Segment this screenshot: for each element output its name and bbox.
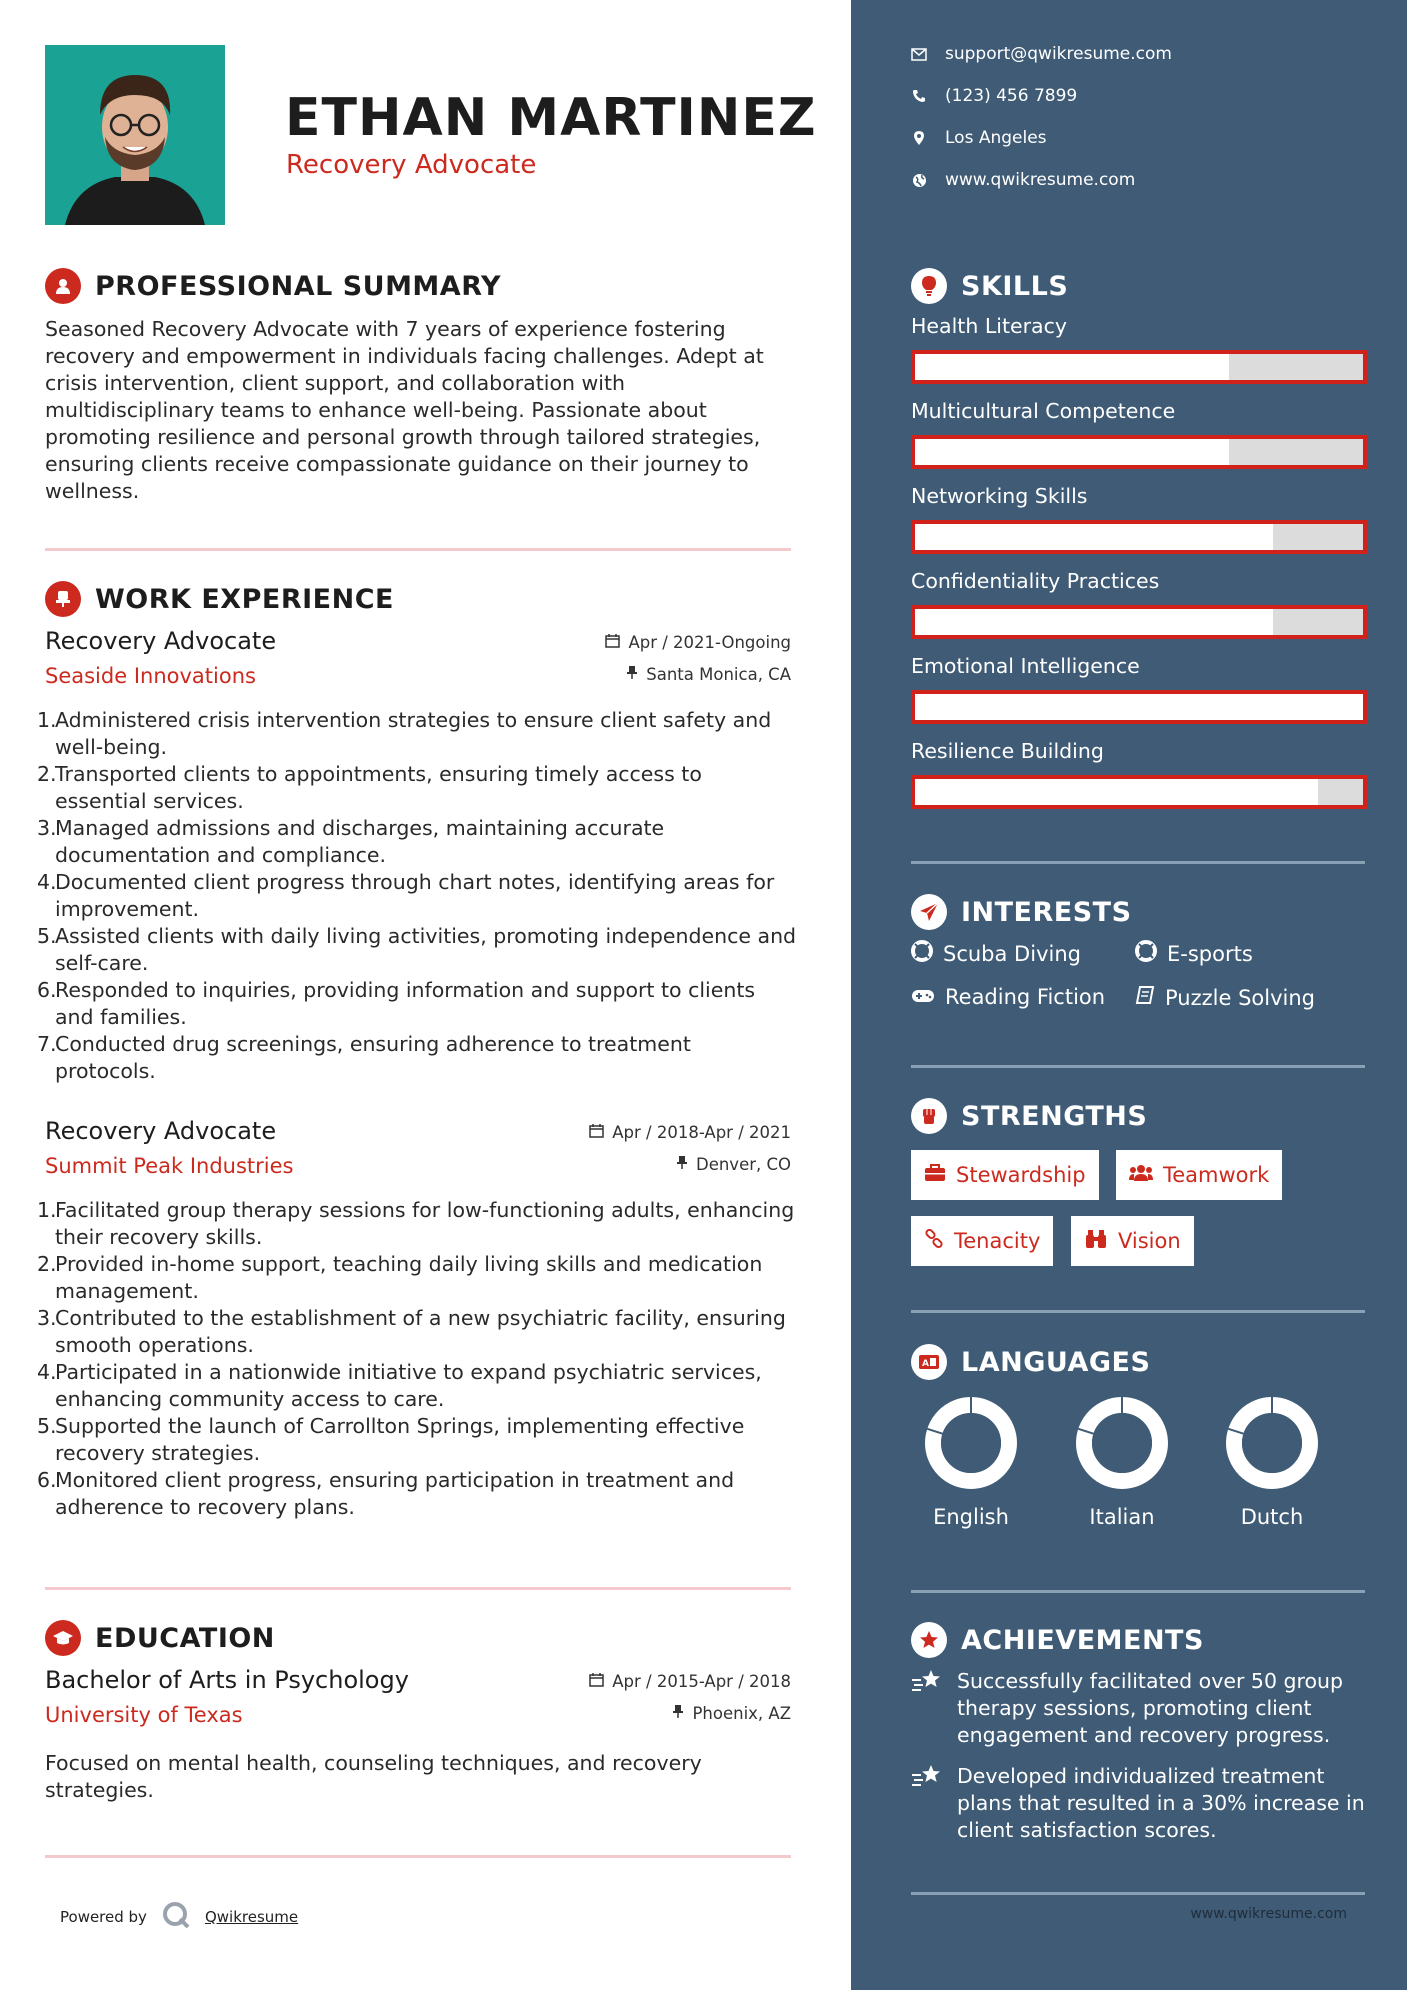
job-location: [676, 1155, 791, 1174]
list-item: 3. Contributed to the establishment of a new psychiatric facility, ensuring smooth operations.: [37, 1306, 786, 1357]
pin-icon: [672, 1704, 684, 1723]
skill-bar-fill: [915, 609, 1273, 635]
interest-item: [1135, 940, 1253, 967]
pin-icon: [626, 665, 638, 684]
skill-name: Networking Skills: [911, 484, 1088, 508]
degree: Bachelor of Arts in Psychology: [45, 1666, 409, 1694]
strength-label: Teamwork: [1163, 1163, 1270, 1187]
skill-bar: [911, 775, 1367, 809]
job-company: Seaside Innovations: [45, 664, 256, 688]
list-item: 2. Transported clients to appointments, ensuring timely access to essential services.: [37, 762, 702, 813]
strengths-heading: [911, 1098, 1147, 1134]
strength-label: Vision: [1118, 1229, 1181, 1253]
summary-heading: [45, 268, 501, 304]
life-ring-icon: [911, 940, 933, 967]
list-item: 7. Conducted drug screenings, ensuring adherence to treatment protocols.: [37, 1032, 691, 1083]
job-bullets: [37, 707, 797, 1085]
achievement-item: [911, 1668, 1371, 1749]
strength-label: Stewardship: [956, 1163, 1086, 1187]
star-icon: [911, 1622, 947, 1658]
strength-badge: [911, 1216, 1053, 1266]
list-item: 4. Documented client progress through chart notes, identifying areas for improvement.: [37, 870, 775, 921]
skill-item: [911, 314, 1367, 338]
skill-item: [911, 484, 1367, 508]
language-name: English: [933, 1505, 1009, 1529]
interest-item: [1135, 985, 1315, 1010]
contact-location: [911, 128, 1047, 148]
strength-badge: [1071, 1216, 1194, 1266]
paper-plane-icon: [911, 894, 947, 930]
section-divider: [911, 1065, 1365, 1068]
languages-title: LANGUAGES: [961, 1346, 1151, 1378]
language-name: Dutch: [1240, 1505, 1304, 1529]
qwikresume-logo-icon: [161, 1900, 191, 1934]
footer-site[interactable]: www.qwikresume.com: [1190, 1906, 1347, 1922]
skills-heading: [911, 268, 1068, 304]
life-ring-icon: [1135, 940, 1157, 967]
skill-item: [911, 654, 1367, 678]
envelope-icon: [911, 46, 927, 62]
section-divider: [911, 1590, 1365, 1593]
skill-bar: [911, 605, 1367, 639]
chair-icon: [45, 581, 81, 617]
achievements-heading: [911, 1622, 1204, 1658]
achievement-text: Successfully facilitated over 50 group therapy sessions, promoting client engagement and recovery progress.: [957, 1669, 1344, 1747]
strength-label: Tenacity: [954, 1229, 1041, 1253]
language-donut: [1224, 1395, 1320, 1491]
sidebar: [851, 0, 1407, 1990]
section-divider: [45, 548, 791, 551]
skill-name: Health Literacy: [911, 314, 1067, 338]
contact-website-text: www.qwikresume.com: [945, 170, 1136, 190]
skill-bar-fill: [915, 694, 1363, 720]
language-item: [911, 1395, 1031, 1529]
job-date-text: Apr / 2018-Apr / 2021: [612, 1123, 791, 1142]
job-date: [605, 633, 791, 652]
link-icon: [924, 1229, 944, 1254]
interest-item: [911, 940, 1081, 967]
contact-phone-text: (123) 456 7899: [945, 86, 1078, 106]
section-divider: [911, 1892, 1365, 1895]
skill-bar-fill: [915, 439, 1229, 465]
job-date-text: Apr / 2021-Ongoing: [628, 633, 791, 652]
language-item: [1212, 1395, 1332, 1529]
skill-bar: [911, 435, 1367, 469]
achievement-item: [911, 1763, 1371, 1844]
skill-bar: [911, 690, 1367, 724]
job-location-text: Denver, CO: [695, 1155, 791, 1174]
phone-icon: [911, 88, 927, 104]
list-item: 6. Monitored client progress, ensuring participation in treatment and adherence to recovery plans.: [37, 1468, 735, 1519]
binoculars-icon: [1084, 1229, 1108, 1254]
interest-label: Puzzle Solving: [1165, 985, 1315, 1010]
school: University of Texas: [45, 1703, 243, 1727]
svg-text:A: A: [922, 1359, 929, 1369]
skill-item: [911, 739, 1367, 763]
job-date: [589, 1123, 791, 1142]
language-icon: [911, 1344, 947, 1380]
skill-item: [911, 399, 1367, 423]
skill-name: Multicultural Competence: [911, 399, 1176, 423]
job-company: Summit Peak Industries: [45, 1154, 294, 1178]
skill-bar-fill: [915, 354, 1229, 380]
education-description: Focused on mental health, counseling techniques, and recovery strategies.: [45, 1751, 702, 1802]
shooting-star-icon: [911, 1668, 945, 1749]
interest-label: Reading Fiction: [945, 985, 1106, 1009]
section-divider: [45, 1855, 791, 1858]
globe-icon: [911, 172, 927, 188]
user-icon: [45, 268, 81, 304]
job-location-text: Santa Monica, CA: [646, 665, 791, 684]
donut-hole: [1242, 1413, 1302, 1473]
strengths-title: STRENGTHS: [961, 1100, 1148, 1132]
interest-label: E-sports: [1167, 941, 1253, 966]
briefcase-icon: [924, 1163, 946, 1187]
job-title: Recovery Advocate: [45, 1117, 277, 1145]
education-heading: [45, 1620, 275, 1656]
summary-title: PROFESSIONAL SUMMARY: [95, 270, 502, 302]
language-name: Italian: [1089, 1505, 1155, 1529]
donut-hole: [1092, 1413, 1152, 1473]
fist-icon: [911, 1098, 947, 1134]
section-divider: [911, 861, 1365, 864]
book-icon: [1135, 985, 1155, 1010]
skill-bar-fill: [915, 779, 1318, 805]
list-item: 1. Facilitated group therapy sessions for low-functioning adults, enhancing their recovery skills.: [37, 1198, 795, 1249]
skill-item: [911, 569, 1367, 593]
education-title: EDUCATION: [95, 1622, 275, 1654]
powered-by-label: Powered by: [60, 1908, 147, 1926]
interests-title: INTERESTS: [961, 896, 1132, 928]
education-location-text: Phoenix, AZ: [692, 1704, 791, 1723]
skill-bar: [911, 520, 1367, 554]
education-location: [672, 1704, 791, 1723]
contact-email-text: support@qwikresume.com: [945, 44, 1172, 64]
section-divider: [45, 1587, 791, 1590]
education-date: [589, 1672, 791, 1691]
users-icon: [1129, 1163, 1153, 1187]
education-date-text: Apr / 2015-Apr / 2018: [612, 1672, 791, 1691]
strength-badge: [1116, 1150, 1282, 1200]
list-item: 4. Participated in a nationwide initiative to expand psychiatric services, enhancing community access to care.: [37, 1360, 762, 1411]
calendar-icon: [605, 633, 620, 652]
list-item: 3. Managed admissions and discharges, maintaining accurate documentation and compliance.: [37, 816, 665, 867]
contact-email[interactable]: [911, 44, 1172, 64]
lightbulb-icon: [911, 268, 947, 304]
job-title: Recovery Advocate: [45, 627, 277, 655]
languages-heading: [911, 1344, 1150, 1380]
list-item: 6. Responded to inquiries, providing information and support to clients and families.: [37, 978, 756, 1029]
powered-by: [60, 1900, 298, 1934]
contact-website[interactable]: [911, 170, 1135, 190]
profile-photo: [45, 45, 225, 225]
achievements-title: ACHIEVEMENTS: [961, 1624, 1204, 1656]
gamepad-icon: [911, 985, 935, 1009]
list-item: 5. Supported the launch of Carrollton Springs, implementing effective recovery strategies.: [37, 1414, 745, 1465]
interests-heading: [911, 894, 1132, 930]
experience-title: WORK EXPERIENCE: [95, 583, 394, 615]
language-item: [1062, 1395, 1182, 1529]
donut-hole: [941, 1413, 1001, 1473]
skill-bar: [911, 350, 1367, 384]
candidate-title: Recovery Advocate: [286, 150, 537, 180]
job-entry: [37, 627, 797, 1087]
education-entry: [45, 1666, 791, 1806]
section-divider: [911, 1310, 1365, 1313]
graduation-cap-icon: [45, 1620, 81, 1656]
job-location: [626, 665, 791, 684]
list-item: 1. Administered crisis intervention strategies to ensure client safety and well-being.: [37, 708, 772, 759]
qwikresume-link[interactable]: Qwikresume: [204, 1908, 299, 1926]
contact-location-text: Los Angeles: [945, 128, 1047, 148]
experience-heading: [45, 581, 394, 617]
skills-title: SKILLS: [961, 270, 1069, 302]
skill-name: Confidentiality Practices: [911, 569, 1160, 593]
pin-icon: [676, 1155, 688, 1174]
skill-bar-fill: [915, 524, 1273, 550]
skill-name: Resilience Building: [911, 739, 1104, 763]
contact-phone[interactable]: [911, 86, 1077, 106]
calendar-icon: [589, 1672, 604, 1691]
language-donut: [923, 1395, 1019, 1491]
shooting-star-icon: [911, 1763, 945, 1844]
language-donut: [1074, 1395, 1170, 1491]
interest-item: [911, 985, 1105, 1009]
job-bullets: [37, 1197, 797, 1521]
candidate-name: ETHAN MARTINEZ: [285, 88, 817, 148]
skill-name: Emotional Intelligence: [911, 654, 1140, 678]
summary-text: Seasoned Recovery Advocate with 7 years of experience fostering recovery and empowerment in individuals facing challenges. Adept at crisis intervention, client support, and collaboration with multidisciplinary teams to enhance well-being. Passionate about promoting resilience and personal growth through tailored strategies, ensuring clients receive compassionate guidance on their journey to wellness.: [45, 317, 764, 503]
strength-badge: [911, 1150, 1099, 1200]
achievement-text: Developed individualized treatment plans that resulted in a 30% increase in client satisfaction scores.: [957, 1764, 1365, 1842]
map-marker-icon: [911, 130, 927, 146]
job-entry: [37, 1117, 795, 1537]
list-item: 5. Assisted clients with daily living activities, promoting independence and self-care.: [37, 924, 797, 975]
calendar-icon: [589, 1123, 604, 1142]
interest-label: Scuba Diving: [943, 941, 1081, 966]
list-item: 2. Provided in-home support, teaching daily living skills and medication management.: [37, 1252, 763, 1303]
